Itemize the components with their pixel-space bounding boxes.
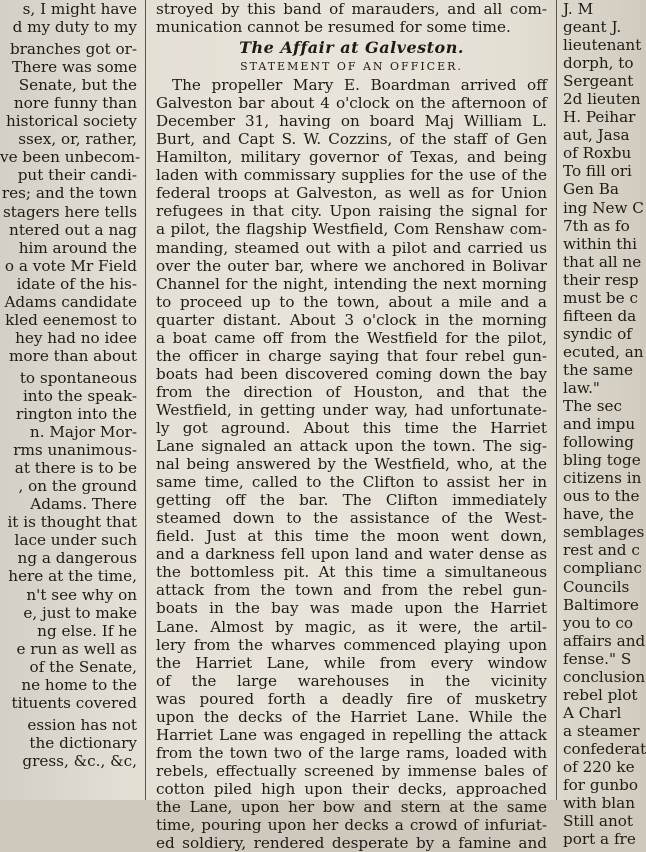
right-column-line: of Roxbu — [563, 144, 632, 163]
article-line: Harriet Lane was engaged in repelling the attack — [156, 725, 547, 744]
right-column-line: a steamer — [563, 721, 640, 740]
article-body — [150, 76, 553, 852]
left-column-line: historical society — [5, 112, 137, 131]
right-column-line: citizens in — [563, 469, 642, 488]
right-column — [560, 0, 646, 849]
right-column-line: fifteen da — [563, 306, 637, 325]
article-line: the officer in charge saying that four rebel gun- — [156, 346, 547, 365]
left-column-line: kled eenemost to — [5, 310, 137, 329]
left-column-line: hey had no idee — [15, 328, 137, 347]
left-column-line: more than about — [9, 346, 137, 365]
article-line: boats had been discovered coming down the bay — [156, 364, 547, 383]
article-line: lery from the wharves commenced playing upon — [156, 635, 547, 654]
left-column-line: nore funny than — [13, 94, 137, 113]
article-headline: The Affair at Galveston. — [239, 38, 464, 58]
left-column-line: ntered out a nag — [9, 220, 137, 239]
right-column-line: dorph, to — [563, 54, 634, 73]
left-column-line: d my duty to my — [12, 18, 137, 37]
left-column-line: the dictionary — [29, 733, 137, 752]
right-column-line: with blan — [563, 794, 635, 813]
right-column-line: The sec — [563, 397, 623, 416]
preceding-article-line: stroyed by this band of marauders, and all com- — [156, 0, 547, 18]
article-line: of the large warehouses in the vicinity — [156, 671, 547, 690]
article-line: the Lane, upon her bow and stern at the same — [156, 797, 547, 816]
right-column-line: for gunbo — [563, 776, 639, 795]
article-line: a pilot, the flagship Westfield, Com Renshaw com- — [156, 220, 547, 239]
article-line: attack from the town and from the rebel gun- — [156, 581, 547, 600]
right-column-line: A Charl — [563, 703, 622, 722]
right-column-line: confederat — [563, 739, 646, 758]
left-column-line: gress, &c., &c, — [22, 751, 137, 770]
left-column-line: to spontaneous — [19, 368, 137, 387]
right-column-line: and impu — [563, 415, 636, 434]
left-column-line: n't see why on — [26, 585, 137, 604]
right-column-line: law." — [563, 378, 600, 397]
article-line: field. Just at this time the moon went down, — [156, 527, 547, 546]
article-line: from the direction of Houston, and that the — [156, 382, 547, 401]
right-column-line: To fill ori — [563, 162, 632, 181]
preceding-article-line: munication cannot be resumed for some time. — [156, 18, 511, 37]
article-line: a boat came off from the Westfield for the pilot, — [156, 328, 547, 347]
left-column-line: ssex, or, rather, — [18, 130, 137, 149]
right-column-line: Councils — [563, 577, 630, 596]
left-column-line: ne home to the — [21, 675, 137, 694]
left-column-line: Senate, but the — [18, 76, 137, 95]
article-line: same time, called to the Clifton to assist her in — [156, 473, 547, 492]
right-column-line: Gen Ba — [563, 180, 619, 199]
right-column-line: of 220 ke — [563, 757, 635, 776]
right-column-line: Still anot — [563, 812, 633, 831]
article-line: getting off the bar. The Clifton immediately — [156, 491, 547, 510]
right-column-line: geant J. — [563, 18, 622, 37]
left-column-line: rms unanimous- — [13, 441, 137, 460]
right-column-line: ing New C — [563, 198, 644, 217]
article-line: the Harriet Lane, while from every window — [156, 653, 547, 672]
right-column-line: bling toge — [563, 451, 641, 470]
left-column-line: e, just to make — [23, 603, 137, 622]
right-column-line: conclusion — [563, 667, 646, 686]
right-column-line: their resp — [563, 270, 639, 289]
article-line: over the outer bar, where we anchored in Bolivar — [156, 256, 547, 275]
left-column-line: ession has not — [27, 715, 137, 734]
left-column-line: him around the — [18, 238, 137, 257]
right-column-line: aut, Jasa — [563, 126, 630, 145]
left-column-line: o a vote Mr Field — [4, 256, 137, 275]
article-line: cotton piled high upon their decks, approached — [156, 779, 547, 798]
article-line: Hamilton, military governor of Texas, and being — [156, 148, 547, 167]
right-column-line: Sergeant — [563, 72, 634, 91]
right-column-line: have, the — [563, 505, 634, 524]
main-column — [150, 0, 553, 852]
right-column-line: following — [563, 433, 634, 452]
right-column-line: affairs and — [563, 631, 646, 650]
left-column-line: Adams. There — [30, 495, 137, 514]
right-column-line: port a fre — [563, 830, 636, 849]
right-column-line: within thi — [563, 234, 637, 253]
right-column-line: rebel plot — [563, 685, 638, 704]
left-column-line: ng else. If he — [37, 621, 137, 640]
left-column-line: , on the ground — [18, 477, 137, 496]
left-column-line: into the speak- — [22, 386, 137, 405]
left-column-line: n. Major Mor- — [29, 423, 137, 442]
right-column-line: fense." S — [563, 649, 632, 668]
right-column-line: lieutenant — [563, 36, 642, 55]
left-column-line: idate of the his- — [16, 274, 137, 293]
article-line: refugees in that city. Upon raising the signal for — [156, 202, 547, 221]
article-line: time, pouring upon her decks a crowd of infuriat- — [156, 816, 547, 835]
left-column-line: res; and the town — [1, 184, 137, 203]
right-column-line: the same — [563, 360, 633, 379]
left-column-line: branches got or- — [9, 40, 137, 59]
left-column — [0, 0, 141, 800]
article-line: rebels, effectually screened by immense bales of — [156, 761, 547, 780]
article-line: Burt, and Capt S. W. Cozzins, of the staff of Gen — [156, 130, 547, 149]
left-column-line: here at the time, — [8, 567, 137, 586]
right-column-line: J. M — [563, 0, 594, 18]
article-line: laden with commissary supplies for the use of the — [156, 166, 547, 185]
right-column-line: H. Peihar — [563, 108, 636, 127]
right-column-line: semblages — [563, 523, 645, 542]
article-line: boats in the bay was made upon the Harriet — [156, 599, 547, 618]
left-column-line: ng a dangerous — [17, 549, 137, 568]
right-column-line: Baltimore — [563, 595, 639, 614]
article-line: from the town two of the large rams, loaded with — [156, 743, 547, 762]
left-column-line: it is thought that — [7, 513, 137, 532]
left-column-line: ve been unbecom- — [0, 148, 141, 167]
right-column-line: 7th as fo — [563, 216, 630, 235]
article-line: Lane. Almost by magic, as it were, the artil- — [156, 617, 547, 636]
right-column-line: rest and c — [563, 541, 640, 560]
article-line: quarter distant. About 3 o'clock in the morning — [156, 310, 547, 329]
left-column-line: Adams candidate — [4, 292, 137, 311]
article-line: The propeller Mary E. Boardman arrived off — [172, 76, 547, 95]
article-line: was poured forth a deadly fire of musketry — [156, 689, 547, 708]
right-column-line: ecuted, an — [563, 342, 644, 361]
right-column-line: syndic of — [563, 324, 632, 343]
left-column-line: lace under such — [14, 531, 137, 550]
right-column-line: 2d lieuten — [563, 90, 641, 109]
left-column-line: e run as well as — [16, 639, 137, 658]
right-column-line: must be c — [563, 288, 638, 307]
article-line: upon the decks of the Harriet Lane. While the — [156, 707, 547, 726]
article-line: December 31, having on board Maj William L. — [156, 112, 547, 131]
left-column-line: put their candi- — [17, 166, 137, 185]
article-line: Galveston bar about 4 o'clock on the afternoon of — [156, 94, 547, 113]
article-line: ly got aground. About this time the Harriet — [156, 418, 547, 437]
left-column-line: There was some — [12, 58, 137, 77]
left-column-line: at there is to be — [14, 459, 137, 478]
article-line: nal being answered by the Westfield, who, at the — [156, 455, 547, 474]
left-column-line: stagers here tells — [3, 202, 137, 221]
column-rule — [145, 0, 146, 800]
article-line: the bottomless pit. At this time a simultaneous — [156, 563, 547, 582]
right-column-line: ous to the — [563, 487, 640, 506]
article-line: manding, steamed out with a pilot and carried us — [156, 238, 547, 257]
article-line: ed soldiery, rendered desperate by a famine and — [156, 834, 547, 852]
left-column-line: tituents covered — [11, 693, 137, 712]
article-line: federal troops at Galveston, as well as for Union — [156, 184, 547, 203]
right-column-line: you to co — [563, 613, 634, 632]
column-rule — [556, 0, 557, 800]
left-column-line: rington into the — [15, 405, 137, 424]
article-line: steamed down to the assistance of the West- — [156, 509, 547, 528]
article-line: Westfield, in getting under way, had unfortunate- — [156, 400, 547, 419]
article-subheadline: STATEMENT OF AN OFFICER. — [240, 60, 463, 74]
right-column-line: that all ne — [563, 252, 642, 271]
left-column-line: of the Senate, — [29, 657, 137, 676]
left-column-line: s, I might have — [22, 0, 137, 18]
right-column-line: complianc — [563, 559, 642, 578]
article-line: Channel for the night, intending the next morning — [156, 274, 547, 293]
article-line: Lane signaled an attack upon the town. The sig- — [156, 437, 547, 456]
article-line: and a darkness fell upon land and water dense as — [156, 545, 547, 564]
article-line: to proceed up to the town, about a mile and a — [156, 292, 547, 311]
